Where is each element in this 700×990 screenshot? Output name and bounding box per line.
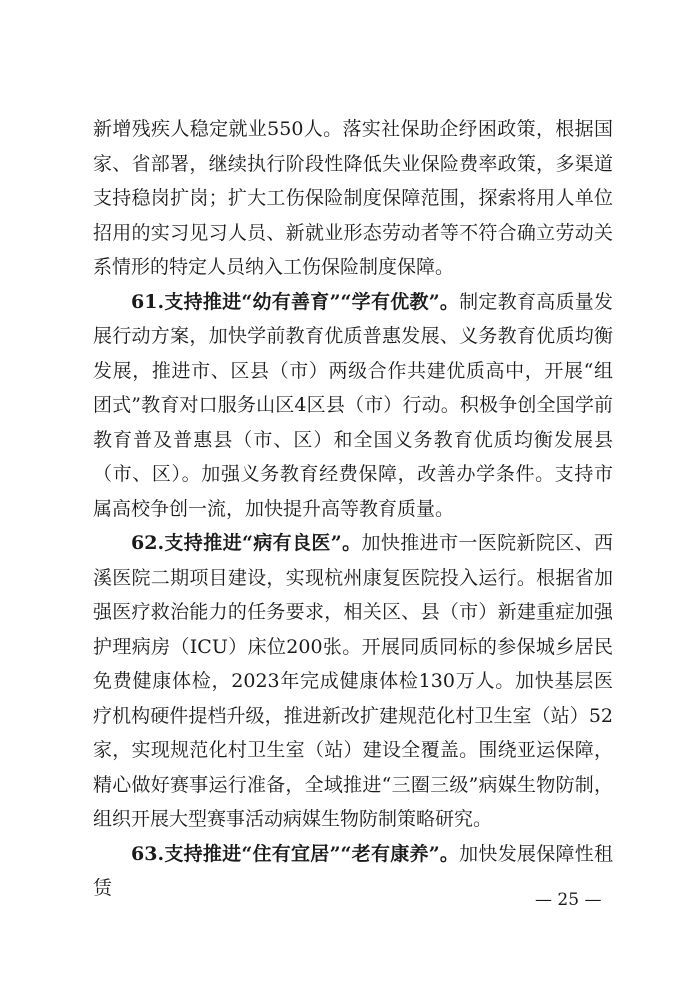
document-body xyxy=(93,112,613,906)
paragraph-heading: 63.支持推进“住有宜居”“老有康养”。 xyxy=(131,842,460,865)
paragraph-heading: 61.支持推进“幼有善育”“学有优教”。 xyxy=(131,290,460,313)
paragraph-body: 制定教育高质量发展行动方案，加快学前教育优质普惠发展、义务教育优质均衡发展，推进市、区县（市）两级合作共建优质高中，开展“组团式”教育对口服务山区4区县（市）行动。积极争创全国学前教育普及普惠县（市、区）和全国义务教育优质均衡发展县（市、区）。加强义务教育经费保障，改善办学条件。支持市属高校争创一流，加快提升高等教育质量。 xyxy=(93,290,613,520)
paragraph-body: 加快发展保障性租赁 xyxy=(93,842,613,899)
paragraph-item-61 xyxy=(93,285,613,527)
paragraph-heading: 62.支持推进“病有良医”。 xyxy=(131,532,362,554)
paragraph-item-62 xyxy=(93,526,613,837)
paragraph-body: 新增残疾人稳定就业550人。落实社保助企纾困政策，根据国家、省部署，继续执行阶段性降低失业保险费率政策，多渠道支持稳岗扩岗；扩大工伤保险制度保障范围，探索将用人单位招用的实习见习人员、新就业形态劳动者等不符合确立劳动关系情形的特定人员纳入工伤保险制度保障。 xyxy=(93,118,613,278)
page-number: — 25 — xyxy=(535,890,602,910)
paragraph-body: 加快推进市一医院新院区、西溪医院二期项目建设，实现杭州康复医院投入运行。根据省加强医疗救治能力的任务要求，相关区、县（市）新建重症加强护理病房（ICU）床位200张。开展同质同标的参保城乡居民免费健康体检，2023年完成健康体检130万人。加快基层医疗机构硬件提档升级，推进新改扩建规范化村卫生室（站）52家，实现规范化村卫生室（站）建设全覆盖。围绕亚运保障，精心做好赛事运行准备，全域推进“三圈三级”病媒生物防制，组织开展大型赛事活动病媒生物防制策略研究。 xyxy=(93,532,613,830)
paragraph-continuation xyxy=(93,112,613,285)
